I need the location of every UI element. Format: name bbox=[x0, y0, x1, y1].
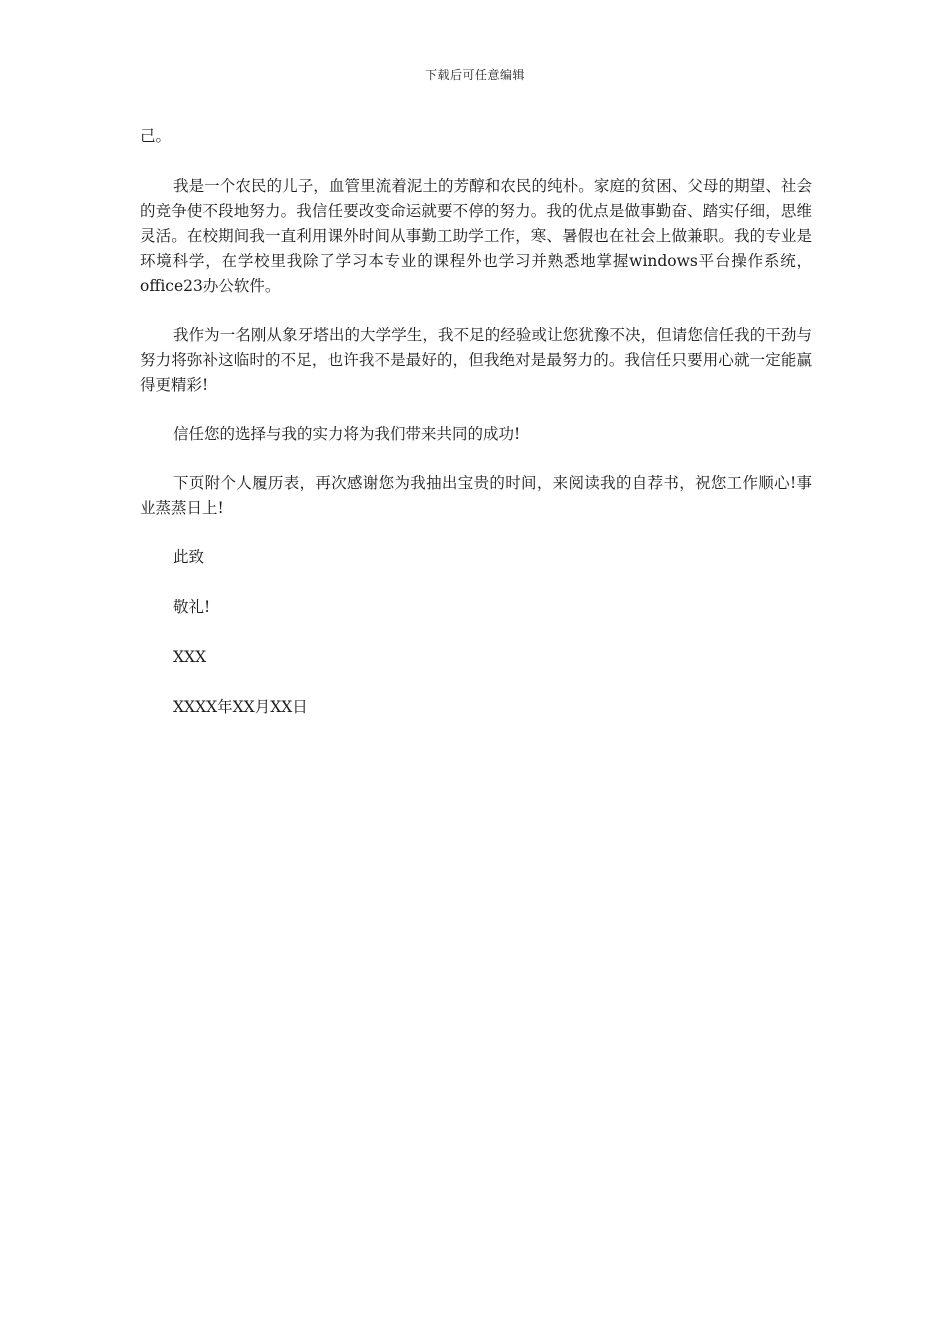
paragraph-thanks: 下页附个人履历表，再次感谢您为我抽出宝贵的时间，来阅读我的自荐书，祝您工作顺心!事业蒸蒸日上! bbox=[140, 474, 812, 517]
closing-respect: 敬礼! bbox=[173, 598, 211, 616]
closing-signature: XXX bbox=[173, 648, 207, 666]
letter-body bbox=[140, 124, 812, 745]
paragraph-background: 我是一个农民的儿子，血管里流着泥土的芳醇和农民的纯朴。家庭的贫困、父母的期望、社会的竞争使不段地努力。我信任要改变命运就要不停的努力。我的优点是做事勤奋、踏实仔细，思维灵活。在校期间我一直利用课外时间从事勤工助学工作，寒、暑假也在社会上做兼职。我的专业是环境科学，在学校里我除了学习本专业的课程外也学习并熟悉地掌握windows平台操作系统，office23办公软件。 bbox=[140, 177, 812, 295]
header-note: 下载后可任意编辑 bbox=[424, 68, 525, 82]
closing-salutation: 此致 bbox=[173, 548, 205, 566]
paragraph-trust: 信任您的选择与我的实力将为我们带来共同的成功! bbox=[173, 425, 521, 443]
paragraph-continuation: 己。 bbox=[140, 127, 172, 145]
closing-date: XXXX年XX月XX日 bbox=[173, 698, 308, 716]
paragraph-commitment: 我作为一名刚从象牙塔出的大学学生，我不足的经验或让您犹豫不决，但请您信任我的干劲与努力将弥补这临时的不足，也许我不是最好的，但我绝对是最努力的。我信任只要用心就一定能赢得更精彩! bbox=[140, 326, 812, 394]
